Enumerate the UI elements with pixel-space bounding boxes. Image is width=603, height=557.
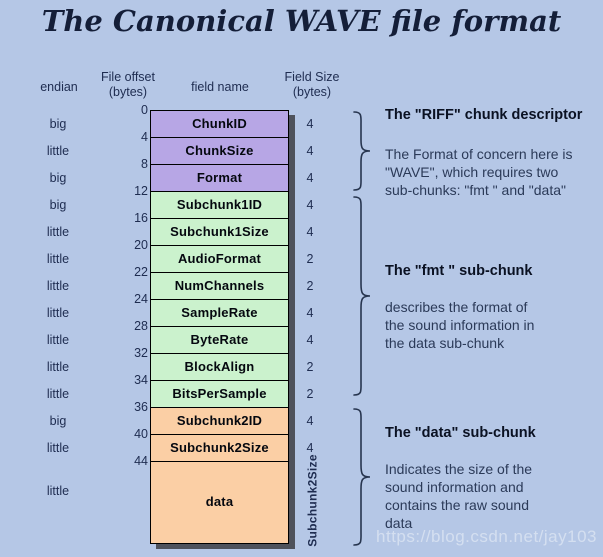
offset-label: 12 [134, 184, 148, 198]
endian-label: big [49, 171, 67, 185]
column-header-field-size [277, 70, 347, 100]
endian-label: big [49, 198, 67, 212]
page-title: The Canonical WAVE file format [41, 4, 562, 38]
field-box-numchannels: NumChannels [150, 272, 289, 300]
size-label: 2 [306, 252, 314, 266]
column-header-field-size-line2: (bytes) [292, 85, 332, 99]
field-box-subchunk1id: Subchunk1ID [150, 191, 289, 219]
column-header-file-offset-line2: (bytes) [108, 85, 148, 99]
field-box-data: data [150, 461, 289, 544]
offset-label: 20 [134, 238, 148, 252]
field-box-bitspersample: BitsPerSample [150, 380, 289, 408]
field-box-chunkid: ChunkID [150, 110, 289, 138]
size-label: 4 [306, 198, 314, 212]
section-body-data-line3: contains the raw sound [385, 497, 529, 513]
offset-label: 0 [141, 103, 148, 117]
section-heading-riff: The "RIFF" chunk descriptor [385, 107, 583, 123]
brace-data-section [352, 408, 374, 546]
endian-label: big [49, 414, 67, 428]
section-body-fmt-line1: describes the format of [385, 299, 528, 315]
endian-label: little [46, 387, 70, 401]
offset-label: 4 [141, 130, 148, 144]
endian-label: little [46, 225, 70, 239]
offset-label: 32 [134, 346, 148, 360]
size-label: 4 [306, 441, 314, 455]
endian-label: little [46, 333, 70, 347]
field-box-column [150, 110, 289, 544]
section-body-data [385, 460, 600, 532]
offset-label: 44 [134, 454, 148, 468]
endian-label: little [46, 360, 70, 374]
size-label: 4 [306, 306, 314, 320]
section-body-data-line2: sound information and [385, 479, 524, 495]
size-label: 4 [306, 117, 314, 131]
brace-fmt-section [352, 196, 374, 396]
section-body-riff-line3: sub-chunks: "fmt " and "data" [385, 182, 566, 198]
column-header-field-size-line1: Field Size [284, 70, 340, 84]
column-header-field-name: field name [191, 80, 249, 94]
section-body-fmt [385, 298, 600, 352]
column-header-endian: endian [40, 80, 78, 94]
endian-label: little [46, 144, 70, 158]
size-label: 2 [306, 360, 314, 374]
column-header-file-offset [93, 70, 163, 100]
field-box-audioformat: AudioFormat [150, 245, 289, 273]
field-box-subchunk2id: Subchunk2ID [150, 407, 289, 435]
section-body-riff-line1: The Format of concern here is [385, 146, 573, 162]
offset-label: 16 [134, 211, 148, 225]
column-header-file-offset-line1: File offset [101, 70, 155, 84]
field-box-samplerate: SampleRate [150, 299, 289, 327]
size-label: 4 [306, 333, 314, 347]
section-heading-fmt: The "fmt " sub-chunk [385, 263, 533, 279]
endian-label: little [46, 306, 70, 320]
section-body-data-line4: data [385, 515, 413, 531]
field-box-byterate: ByteRate [150, 326, 289, 354]
endian-label: little [46, 279, 70, 293]
field-box-subchunk1size: Subchunk1Size [150, 218, 289, 246]
size-label: 4 [306, 171, 314, 185]
size-label: 2 [306, 387, 314, 401]
offset-label: 40 [134, 427, 148, 441]
section-body-data-line1: Indicates the size of the [385, 461, 533, 477]
offset-label: 22 [134, 265, 148, 279]
endian-label: little [46, 484, 70, 498]
section-body-riff-line2: "WAVE", which requires two [385, 164, 559, 180]
section-heading-data: The "data" sub-chunk [385, 425, 536, 441]
size-vertical-label: Subchunk2Size [305, 454, 320, 547]
offset-label: 24 [134, 292, 148, 306]
section-body-riff [385, 145, 600, 199]
size-label: 4 [306, 414, 314, 428]
section-body-fmt-line3: the data sub-chunk [385, 335, 505, 351]
offset-label: 8 [141, 157, 148, 171]
field-box-blockalign: BlockAlign [150, 353, 289, 381]
size-label: 4 [306, 225, 314, 239]
endian-label: big [49, 117, 67, 131]
endian-label: little [46, 441, 70, 455]
offset-label: 34 [134, 373, 148, 387]
size-label: 4 [306, 144, 314, 158]
endian-label: little [46, 252, 70, 266]
field-box-chunksize: ChunkSize [150, 137, 289, 165]
brace-riff-section [352, 111, 374, 191]
offset-label: 36 [134, 400, 148, 414]
field-box-subchunk2size: Subchunk2Size [150, 434, 289, 462]
size-label: 2 [306, 279, 314, 293]
offset-label: 28 [134, 319, 148, 333]
field-box-format: Format [150, 164, 289, 192]
watermark-url: https://blog.csdn.net/jay103 [376, 527, 597, 546]
section-body-fmt-line2: the sound information in [385, 317, 535, 333]
